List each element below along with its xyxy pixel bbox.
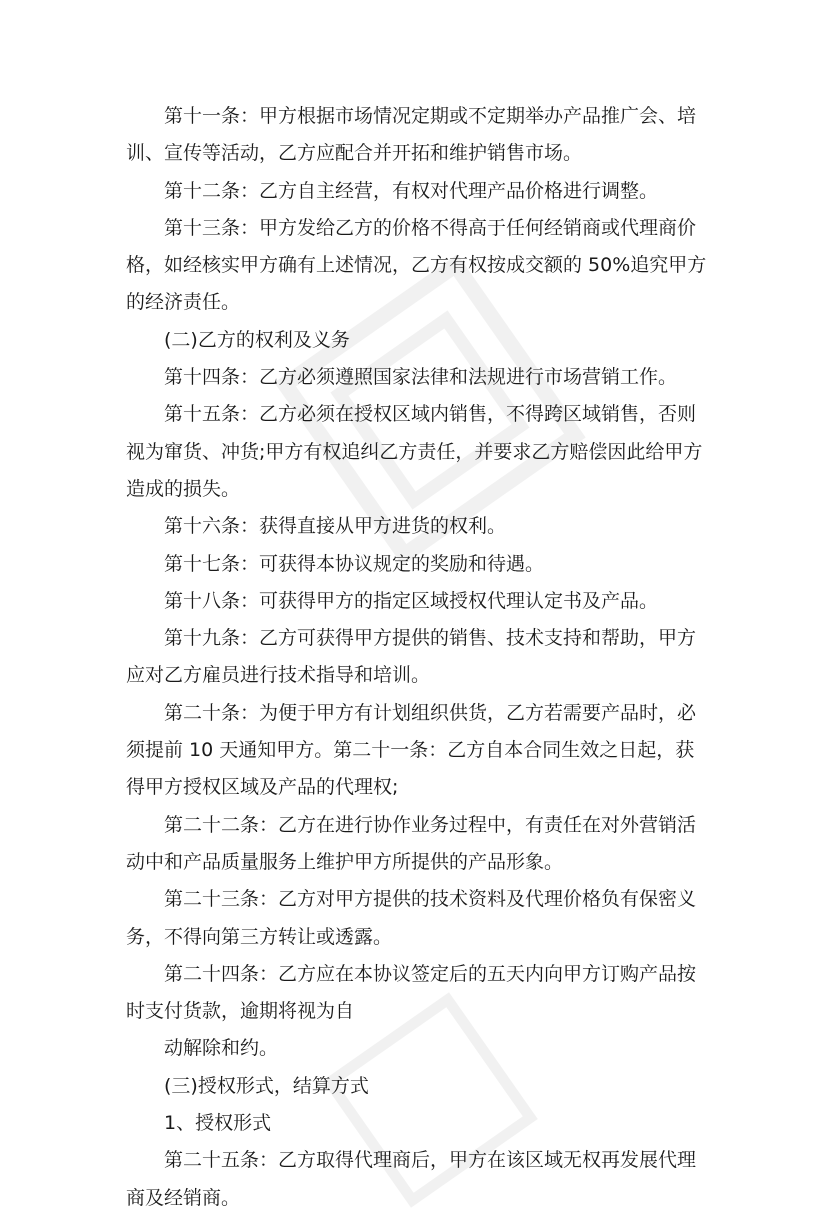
paragraph-article-24-continued: 动解除和约。 — [164, 1037, 279, 1060]
paragraph-article-19: 第十九条：乙方可获得甲方提供的销售、技术支持和帮助，甲方应对乙方雇员进行技术指导和培训。 — [126, 627, 697, 687]
document-body — [126, 98, 712, 1217]
paragraph-article-24: 第二十四条：乙方应在本协议签定后的五天内向甲方订购产品按时支付货款，逾期将视为自 — [126, 962, 697, 1023]
paragraph-article-11: 第十一条：甲方根据市场情况定期或不定期举办产品推广会、培训、宣传等活动，乙方应配合并开拓和维护销售市场。 — [126, 105, 697, 165]
paragraph-article-25: 第二十五条：乙方取得代理商后，甲方在该区域无权再发展代理商及经销商。 — [126, 1149, 697, 1209]
paragraph-article-14: 第十四条：乙方必须遵照国家法律和法规进行市场营销工作。 — [164, 366, 678, 389]
paragraph-article-17: 第十七条：可获得本协议规定的奖励和待遇。 — [164, 552, 545, 575]
paragraph-article-23: 第二十三条：乙方对甲方提供的技术资料及代理价格负有保密义务，不得向第三方转让或透露。 — [126, 888, 697, 948]
paragraph-article-15: 第十五条：乙方必须在授权区域内销售，不得跨区域销售，否则视为窜货、冲货;甲方有权追纠乙方责任，并要求乙方赔偿因此给甲方造成的损失。 — [126, 403, 703, 500]
subheading-authorization-form: 1、授权形式 — [164, 1112, 272, 1135]
section-heading-authorization: (三)授权形式，结算方式 — [164, 1074, 369, 1097]
paragraph-article-16: 第十六条：获得直接从甲方进货的权利。 — [164, 515, 507, 538]
paragraph-article-18: 第十八条：可获得甲方的指定区域授权代理认定书及产品。 — [164, 589, 659, 612]
paragraph-article-12: 第十二条：乙方自主经营，有权对代理产品价格进行调整。 — [164, 179, 659, 202]
section-heading-party-b-rights: (二)乙方的权利及义务 — [164, 328, 350, 351]
paragraph-article-20-21: 第二十条：为便于甲方有计划组织供货，乙方若需要产品时，必须提前 10 天通知甲方。第二十一条：乙方自本合同生效之日起，获得甲方授权区域及产品的代理权; — [126, 701, 697, 799]
paragraph-article-22: 第二十二条：乙方在进行协作业务过程中，有责任在对外营销活动中和产品质量服务上维护甲方所提供的产品形象。 — [126, 813, 697, 873]
paragraph-article-13: 第十三条：甲方发给乙方的价格不得高于任何经销商或代理商价格，如经核实甲方确有上述情况，乙方有权按成交额的 50%追究甲方的经济责任。 — [126, 216, 707, 314]
